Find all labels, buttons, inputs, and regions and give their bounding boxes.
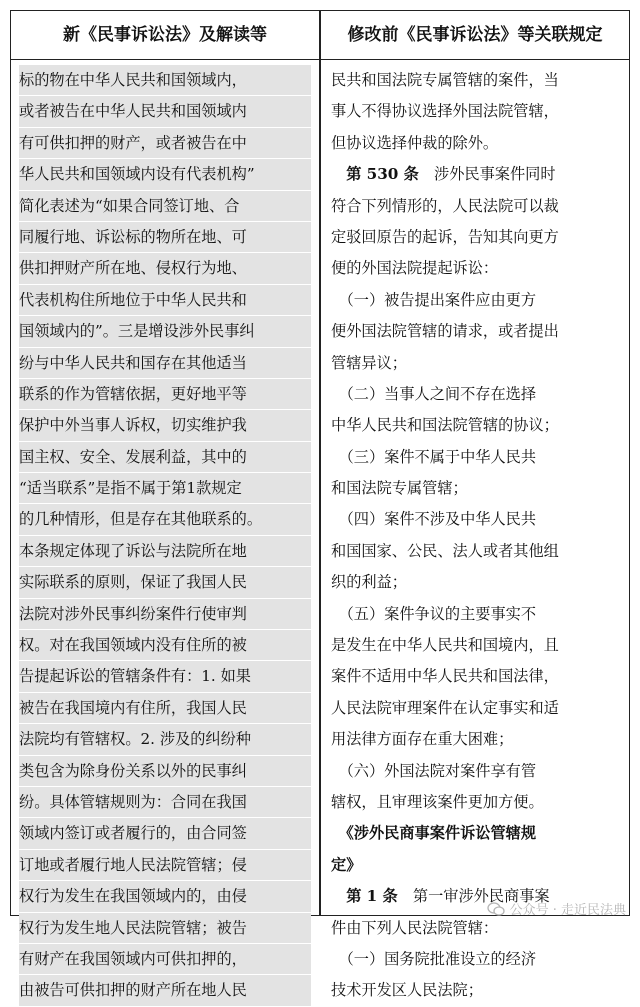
- left-text-line: 实际联系的原则，保证了我国人民: [19, 567, 311, 598]
- left-text-line: 纷与中华人民共和国存在其他适当: [19, 348, 311, 379]
- right-text-line: [331, 442, 621, 473]
- left-text-line: 权行为发生在我国领域内的，由侵: [19, 881, 311, 912]
- left-text-line: 供扣押财产所在地、侵权行为地、: [19, 253, 311, 284]
- watermark: [487, 899, 626, 918]
- left-text-line: 简化表述为“如果合同签订地、合: [19, 191, 311, 222]
- right-line-text: （二）当事人之间不存在选择: [331, 384, 537, 403]
- right-text-line: [331, 536, 621, 567]
- right-line-text: 织的利益；: [331, 573, 407, 592]
- left-column-body: [19, 65, 311, 1007]
- comparison-table: [10, 10, 630, 1000]
- left-text-line: 法院对涉外民事纠纷案件行使审判: [19, 599, 311, 630]
- right-line-text: 人民法院审理案件在认定事实和适: [331, 698, 559, 717]
- watermark-text: 公众号 · 走近民法典: [509, 903, 626, 918]
- left-text-line: 告提起诉讼的管辖条件有：1. 如果: [19, 661, 311, 692]
- right-text-line: [331, 504, 621, 535]
- left-text-line: “适当联系”是指不属于第1款规定: [19, 473, 311, 504]
- right-line-text: 是发生在中华人民共和国境内，且: [331, 636, 559, 655]
- right-text-line: [331, 944, 621, 975]
- right-text-line: [331, 285, 621, 316]
- column-divider: [319, 11, 321, 915]
- right-text-line: [331, 850, 621, 881]
- left-text-line: 华人民共和国领域内设有代表机构”: [19, 159, 311, 190]
- article-heading: 第 530 条: [331, 165, 419, 184]
- right-line-text: （一）国务院批准设立的经济: [331, 949, 537, 968]
- left-text-line: 有财产在我国领域内可供扣押的，: [19, 944, 311, 975]
- right-column-title: 修改前《民事诉讼法》等关联规定: [347, 25, 603, 45]
- right-text-line: [331, 567, 621, 598]
- right-column-body: [331, 65, 621, 1007]
- left-text-line: 订地或者履行地人民法院管辖；侵: [19, 850, 311, 881]
- left-text-line: 联系的作为管辖依据，更好地平等: [19, 379, 311, 410]
- right-line-text: （六）外国法院对案件享有管: [331, 761, 537, 780]
- right-line-text: 和国国家、公民、法人或者其他组: [331, 541, 559, 560]
- right-text-line: [331, 159, 621, 190]
- right-text-line: [331, 191, 621, 222]
- article-heading: 第 1 条: [331, 887, 398, 906]
- right-line-text: 件由下列人民法院管辖：: [331, 918, 499, 937]
- right-text-line: [331, 96, 621, 127]
- right-text-line: [331, 65, 621, 96]
- right-text-line: [331, 222, 621, 253]
- right-line-text: 技术开发区人民法院；: [331, 981, 483, 1000]
- left-text-line: 国领域内的”。三是增设涉外民事纠: [19, 316, 311, 347]
- right-line-text: （三）案件不属于中华人民共: [331, 447, 537, 466]
- right-line-text: 便外国法院管辖的请求，或者提出: [331, 322, 559, 341]
- right-line-text: 第一审涉外民商事案: [397, 887, 550, 906]
- left-column-title: 新《民事诉讼法》及解读等: [63, 25, 267, 45]
- left-text-line: 权。对在我国领域内没有住所的被: [19, 630, 311, 661]
- left-text-line: 保护中外当事人诉权，切实维护我: [19, 410, 311, 441]
- left-text-line: 同履行地、诉讼标的物所在地、可: [19, 222, 311, 253]
- left-text-line: 纷。具体管辖规则为：合同在我国: [19, 787, 311, 818]
- right-line-text: （一）被告提出案件应由更方: [331, 290, 537, 309]
- article-heading: 定》: [331, 855, 362, 874]
- right-text-line: [331, 348, 621, 379]
- left-text-line: 领域内签订或者履行的，由合同签: [19, 818, 311, 849]
- right-text-line: [331, 975, 621, 1006]
- right-line-text: 事人不得协议选择外国法院管辖，: [331, 102, 559, 121]
- right-text-line: [331, 599, 621, 630]
- left-text-line: 类包含为除身份关系以外的民事纠: [19, 756, 311, 787]
- right-line-text: 和国法院专属管辖；: [331, 479, 468, 498]
- right-text-line: [331, 787, 621, 818]
- right-text-line: [331, 724, 621, 755]
- right-text-line: [331, 756, 621, 787]
- left-text-line: 本条规定体现了诉讼与法院所在地: [19, 536, 311, 567]
- right-line-text: 辖权，且审理该案件更加方便。: [331, 792, 544, 811]
- right-line-text: 符合下列情形的，人民法院可以裁: [331, 196, 559, 215]
- right-line-text: （五）案件争议的主要事实不: [331, 604, 537, 623]
- left-text-line: 代表机构住所地位于中华人民共和: [19, 285, 311, 316]
- right-text-line: [331, 316, 621, 347]
- left-text-line: 由被告可供扣押的财产所在地人民: [19, 975, 311, 1006]
- left-text-line: 或者被告在中华人民共和国领域内: [19, 96, 311, 127]
- article-heading: 《涉外民商事案件诉讼管辖规: [331, 824, 537, 843]
- right-line-text: 中华人民共和国法院管辖的协议；: [331, 416, 559, 435]
- right-line-text: （四）案件不涉及中华人民共: [331, 510, 537, 529]
- left-text-line: 法院均有管辖权。2. 涉及的纠纷种: [19, 724, 311, 755]
- wechat-icon: [487, 902, 505, 916]
- right-line-text: 涉外民事案件同时: [418, 165, 556, 184]
- left-text-line: 国主权、安全、发展利益，其中的: [19, 442, 311, 473]
- right-line-text: 定驳回原告的起诉，告知其向更方: [331, 227, 559, 246]
- right-line-text: 便的外国法院提起诉讼：: [331, 259, 499, 278]
- left-text-line: 被告在我国境内有住所，我国人民: [19, 693, 311, 724]
- right-text-line: [331, 473, 621, 504]
- right-line-text: 案件不适用中华人民共和国法律，: [331, 667, 559, 686]
- right-line-text: 管辖异议；: [331, 353, 407, 372]
- right-text-line: [331, 410, 621, 441]
- left-text-line: 权行为发生地人民法院管辖；被告: [19, 913, 311, 944]
- right-text-line: [331, 128, 621, 159]
- right-text-line: [331, 818, 621, 849]
- left-text-line: 的几种情形，但是存在其他联系的。: [19, 504, 311, 535]
- right-text-line: [331, 693, 621, 724]
- right-line-text: 用法律方面存在重大困难；: [331, 730, 514, 749]
- right-text-line: [331, 630, 621, 661]
- right-text-line: [331, 253, 621, 284]
- left-text-line: 标的物在中华人民共和国领域内，: [19, 65, 311, 96]
- right-text-line: [331, 661, 621, 692]
- right-line-text: 但协议选择仲裁的除外。: [331, 133, 499, 152]
- left-text-line: 有可供扣押的财产，或者被告在中: [19, 128, 311, 159]
- right-text-line: [331, 379, 621, 410]
- right-line-text: 民共和国法院专属管辖的案件，当: [331, 71, 559, 89]
